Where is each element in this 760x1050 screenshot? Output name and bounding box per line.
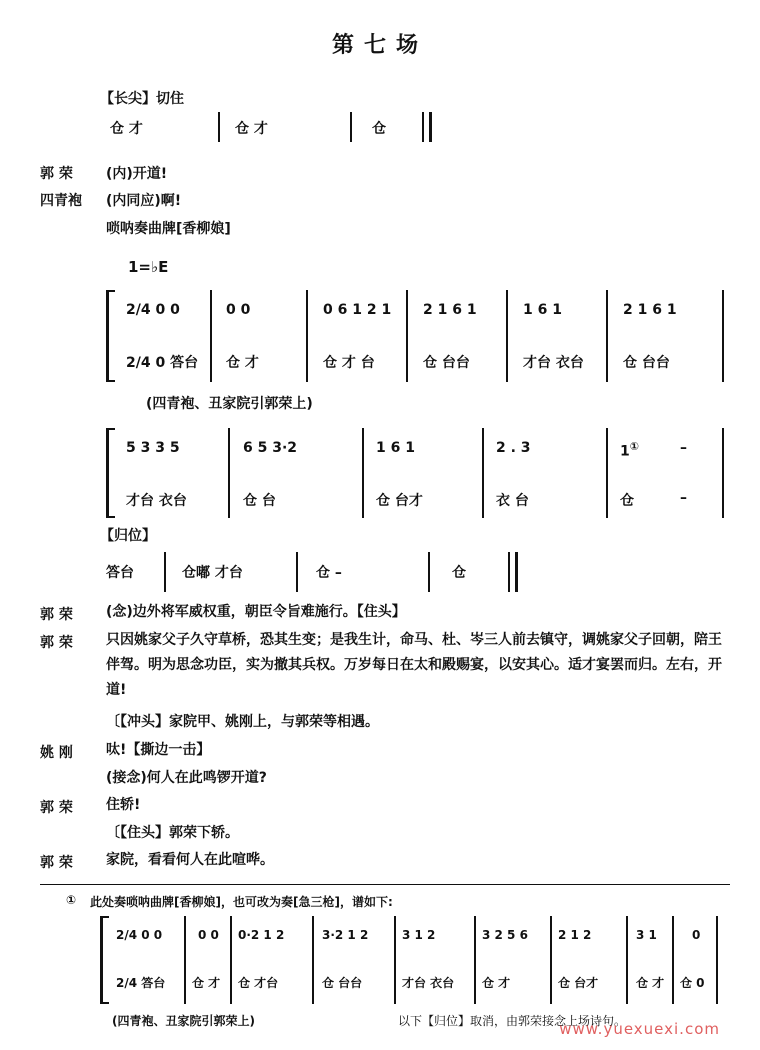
speaker-name: 四青袍 xyxy=(40,193,82,209)
barline xyxy=(482,428,484,518)
melody-measure: 5 3 3 5 xyxy=(126,440,180,456)
score-bracket xyxy=(106,428,115,518)
barline xyxy=(306,290,308,382)
barline xyxy=(218,112,220,142)
speaker-name: 郭 荣 xyxy=(40,166,73,182)
melody-measure: 0 0 xyxy=(226,302,251,318)
intro-staff xyxy=(100,112,440,142)
footnote-marker: ① xyxy=(629,440,640,453)
guiwei-measure: 答台 xyxy=(106,565,134,581)
stage-direction: (四青袍、丑家院引郭荣上) xyxy=(112,1014,255,1028)
footnote-bottom-note: 以下【归位】取消，由郭荣接念上场诗句。 xyxy=(398,1014,627,1028)
intro-measure-1: 仓 才 xyxy=(110,121,143,137)
speech-line: 呔!【撕边一击】 xyxy=(106,742,211,758)
barline xyxy=(210,290,212,382)
melody-measure: 0 6 1 2 1 xyxy=(323,302,392,318)
percussion-measure: 仓 才 xyxy=(226,355,259,371)
barline xyxy=(406,290,408,382)
melody-measure: 1 6 1 xyxy=(523,302,562,318)
speech-line: (内同应)啊! xyxy=(106,193,182,209)
intro-direction: 【长尖】切住 xyxy=(100,91,184,107)
percussion-measure: 仓 台 xyxy=(243,493,276,509)
watermark: www.yuexuexi.com xyxy=(559,1020,720,1038)
melody-measure: 0·2 1 2 xyxy=(238,928,285,942)
melody-measure: 3·2 1 2 xyxy=(322,928,369,942)
percussion-measure: 仓 台台 xyxy=(423,355,470,371)
barline xyxy=(350,112,352,142)
melody-measure: 6 5 3·2 xyxy=(243,440,298,456)
barline xyxy=(296,552,298,592)
speech-line: (接念)何人在此鸣锣开道? xyxy=(106,770,267,786)
score-bracket xyxy=(106,290,115,382)
guiwei-measure: 仓 xyxy=(452,565,466,581)
guiwei-label: 【归位】 xyxy=(100,528,156,544)
barline xyxy=(672,916,674,1004)
barline xyxy=(228,428,230,518)
percussion-measure: – xyxy=(680,490,687,506)
intro-measure-2: 仓 才 xyxy=(235,121,268,137)
speaker-name: 郭 荣 xyxy=(40,800,73,816)
melody-measure: 2 1 2 xyxy=(558,928,592,942)
stage-direction: 〔【冲头】家院甲、姚刚上，与郭荣等相遇。 xyxy=(106,714,379,730)
percussion-measure: 仓 台才 xyxy=(558,976,599,990)
barline xyxy=(230,916,232,1004)
final-barline xyxy=(508,552,518,592)
melody-measure: 1① xyxy=(620,440,640,460)
percussion-measure: 仓 台台 xyxy=(623,355,670,371)
barline xyxy=(428,552,430,592)
score-system-2 xyxy=(118,428,730,518)
footnote-score xyxy=(112,916,722,1004)
percussion-measure: 衣 台 xyxy=(496,493,529,509)
speech-paragraph: 只因姚家父子久守草桥，恐其生变；是我生计，命马、杜、岑三人前去镇守，调姚家父子回朝，陪王伴驾。明为思念功臣，实为撤其兵权。万岁每日在太和殿赐宴，以安其心。适才宴罢而归。左右，开 道! xyxy=(106,632,722,698)
melody-measure: 2 1 6 1 xyxy=(623,302,677,318)
barline xyxy=(184,916,186,1004)
melody-measure: 2/4 0 0 xyxy=(126,302,180,318)
percussion-measure: 仓 0 xyxy=(680,976,705,990)
barline xyxy=(362,428,364,518)
barline xyxy=(164,552,166,592)
footnote-rule xyxy=(40,884,730,885)
melody-measure: 3 2 5 6 xyxy=(482,928,528,942)
page-title: 第七场 xyxy=(331,33,428,58)
intro-measure-3: 仓 xyxy=(372,121,386,137)
suona-label: 唢呐奏曲牌[香柳娘] xyxy=(106,221,231,237)
melody-measure: – xyxy=(680,440,687,456)
speaker-name: 姚 刚 xyxy=(40,745,73,761)
barline xyxy=(474,916,476,1004)
percussion-measure: 仓 才 xyxy=(482,976,511,990)
percussion-measure: 才台 衣台 xyxy=(402,976,455,990)
barline xyxy=(722,428,724,518)
barline xyxy=(312,916,314,1004)
melody-measure: 0 xyxy=(692,928,701,942)
guiwei-measure: 仓 – xyxy=(316,565,342,581)
barline xyxy=(606,428,608,518)
footnote-text: 此处奏唢呐曲牌[香柳娘]，也可改为奏[急三枪]，谱如下: xyxy=(90,895,393,909)
barline xyxy=(722,290,724,382)
melody-measure: 2 . 3 xyxy=(496,440,531,456)
score-system-1 xyxy=(118,290,730,382)
key-signature: 1=♭E xyxy=(128,258,169,276)
stage-direction: 〔【住头】郭荣下轿。 xyxy=(106,825,239,841)
percussion-measure: 仓 才 台 xyxy=(323,355,375,371)
melody-measure: 2 1 6 1 xyxy=(423,302,477,318)
final-barline xyxy=(422,112,432,142)
melody-measure: 0 0 xyxy=(198,928,219,942)
speaker-name: 郭 荣 xyxy=(40,855,73,871)
melody-measure: 3 1 2 xyxy=(402,928,436,942)
footnote-marker: ① xyxy=(66,893,77,907)
barline xyxy=(716,916,718,1004)
melody-measure: 1 6 1 xyxy=(376,440,415,456)
guiwei-staff xyxy=(100,552,530,592)
percussion-measure: 才台 衣台 xyxy=(523,355,584,371)
percussion-measure: 2/4 答台 xyxy=(116,976,166,990)
percussion-measure: 仓 台台 xyxy=(322,976,363,990)
speech-line: 家院，看看何人在此喧哗。 xyxy=(106,852,274,868)
percussion-measure: 2/4 0 答台 xyxy=(126,355,199,371)
guiwei-measure: 仓嘟 才台 xyxy=(182,565,243,581)
percussion-measure: 仓 xyxy=(620,493,634,509)
speaker-name: 郭 荣 xyxy=(40,607,73,623)
percussion-measure: 才台 衣台 xyxy=(126,493,187,509)
percussion-measure: 仓 才台 xyxy=(238,976,279,990)
speech-line: 住轿! xyxy=(106,797,141,813)
barline xyxy=(626,916,628,1004)
speech-line: (念)边外将军威权重，朝臣令旨难施行。【住头】 xyxy=(106,604,406,620)
melody-measure: 3 1 xyxy=(636,928,657,942)
stage-direction: (四青袍、丑家院引郭荣上) xyxy=(146,396,313,412)
score-bracket xyxy=(100,916,109,1004)
barline xyxy=(506,290,508,382)
percussion-measure: 仓 台才 xyxy=(376,493,423,509)
melody-measure: 2/4 0 0 xyxy=(116,928,163,942)
speech-line: (内)开道! xyxy=(106,166,168,182)
percussion-measure: 仓 才 xyxy=(192,976,221,990)
barline xyxy=(606,290,608,382)
barline xyxy=(550,916,552,1004)
speaker-name: 郭 荣 xyxy=(40,635,73,651)
barline xyxy=(394,916,396,1004)
percussion-measure: 仓 才 xyxy=(636,976,665,990)
